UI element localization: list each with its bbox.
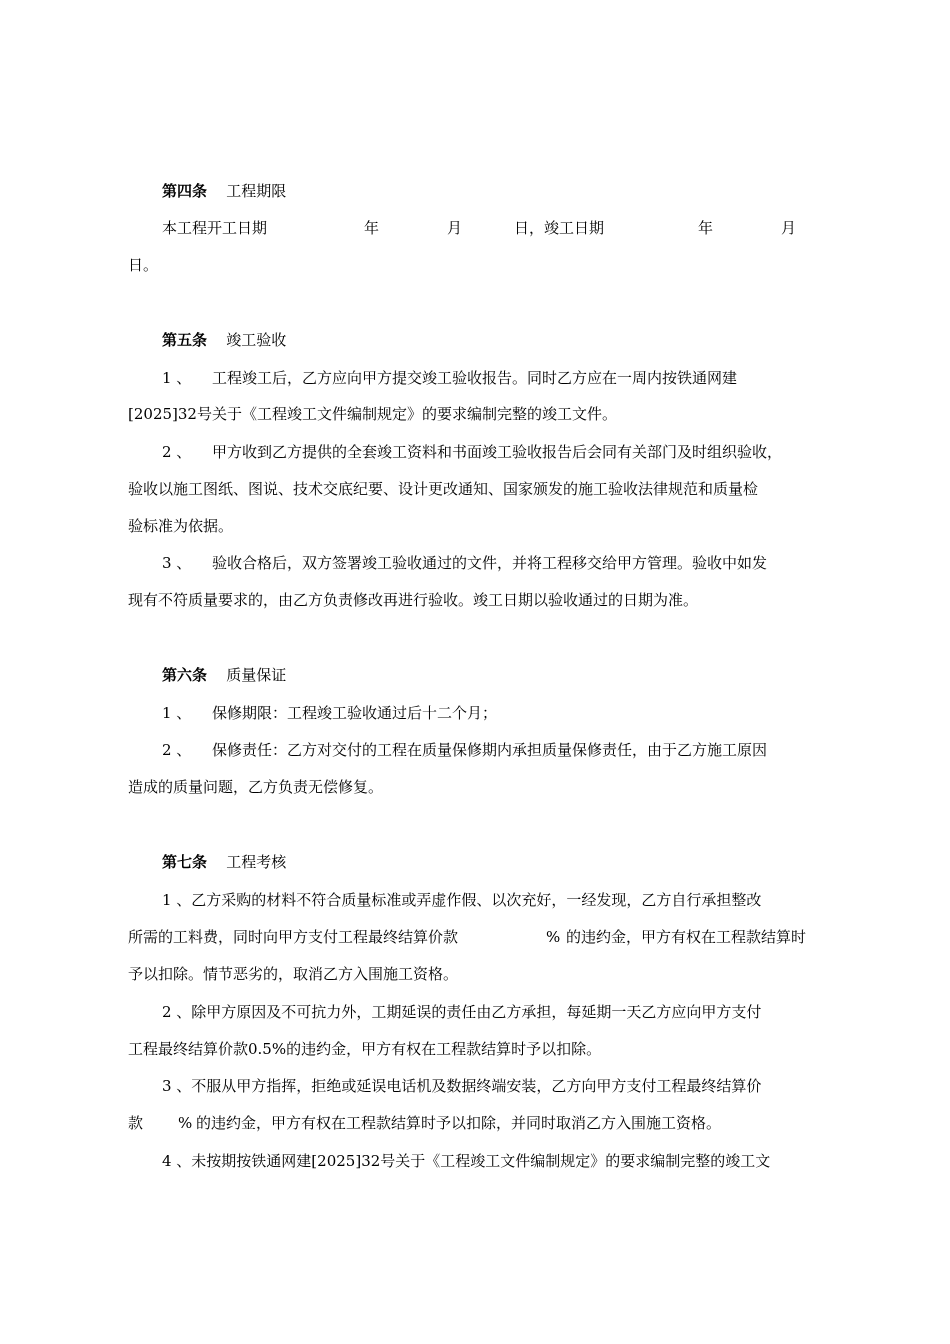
art5-item-1-line-2: [2025]32号关于《工程竣工文件编制规定》的要求编制完整的竣工文件。 — [128, 405, 617, 423]
art5-item-2-line-3: 验标准为依据。 — [128, 517, 234, 535]
article-6-title: 质量保证 — [226, 666, 287, 684]
art5-item-3-number: 3 、 — [162, 554, 192, 572]
art7-item-2-line-1: 2 、除甲方原因及不可抗力外，工期延误的责任由乙方承担，每延期一天乙方应向甲方支付 — [162, 1003, 762, 1021]
art7-item-1-line-3: 予以扣除。情节恶劣的，取消乙方入围施工资格。 — [128, 965, 459, 983]
art5-item-2-line-1: 甲方收到乙方提供的全套竣工资料和书面竣工验收报告后会同有关部门及时组织验收， — [212, 443, 783, 461]
art7-item-4-line-1: 4 、未按期按铁通网建[2025]32号关于《工程竣工文件编制规定》的要求编制完整的竣工文 — [162, 1152, 771, 1170]
art6-item-1-number: 1 、 — [162, 704, 192, 722]
art6-item-2-number: 2 、 — [162, 741, 192, 759]
art5-item-2-number: 2 、 — [162, 443, 192, 461]
art7-item-3-line-2-c: 的违约金，甲方有权在工程款结算时予以扣除，并同时取消乙方入围施工资格。 — [196, 1114, 722, 1132]
art6-item-2-line-1: 保修责任：乙方对交付的工程在质量保修期内承担质量保修责任，由于乙方施工原因 — [212, 741, 768, 759]
art5-item-2-line-2: 验收以施工图纸、图说、技术交底纪要、设计更改通知、国家颁发的施工验收法律规范和质量检 — [128, 480, 759, 498]
art6-item-2-line-2: 造成的质量问题，乙方负责无偿修复。 — [128, 778, 384, 796]
article-6-heading — [162, 665, 286, 685]
art4-month-2: 月 — [781, 219, 797, 237]
article-7-heading — [162, 852, 286, 872]
art5-item-1-line-1: 工程竣工后，乙方应向甲方提交竣工验收报告。同时乙方应在一周内按铁通网建 — [212, 369, 738, 387]
art5-item-1-number: 1 、 — [162, 369, 192, 387]
art7-item-1-percent: % — [546, 928, 561, 946]
article-4-number: 第四条 — [162, 182, 208, 200]
art6-item-1-line-1: 保修期限：工程竣工验收通过后十二个月； — [212, 704, 498, 722]
article-7-number: 第七条 — [162, 853, 208, 871]
art7-item-3-line-1: 3 、不服从甲方指挥，拒绝或延误电话机及数据终端安装，乙方向甲方支付工程最终结算价 — [162, 1077, 762, 1095]
art7-item-3-percent: % — [178, 1114, 193, 1132]
art7-item-1-line-1: 1 、乙方采购的材料不符合质量标准或弄虚作假、以次充好，一经发现，乙方自行承担整改 — [162, 891, 762, 909]
art4-year-1: 年 — [364, 219, 380, 237]
art7-item-3-line-2-a: 款 — [128, 1114, 144, 1132]
article-5-title: 竣工验收 — [226, 331, 287, 349]
art5-item-3-line-1: 验收合格后，双方签署竣工验收通过的文件，并将工程移交给甲方管理。验收中如发 — [212, 554, 768, 572]
art4-date-line-start: 本工程开工日期 — [162, 219, 268, 237]
art4-day-end: 日。 — [128, 256, 159, 274]
article-7-title: 工程考核 — [226, 853, 287, 871]
art7-item-2-line-2: 工程最终结算价款0.5%的违约金，甲方有权在工程款结算时予以扣除。 — [128, 1040, 602, 1058]
art4-day-completion: 日，竣工日期 — [514, 219, 605, 237]
art7-item-1-line-2-c: 的违约金，甲方有权在工程款结算时 — [566, 928, 807, 946]
article-5-heading — [162, 330, 286, 350]
article-6-number: 第六条 — [162, 666, 208, 684]
article-4-heading — [162, 181, 286, 201]
article-5-number: 第五条 — [162, 331, 208, 349]
article-4-title: 工程期限 — [226, 182, 287, 200]
art4-month-1: 月 — [447, 219, 463, 237]
art7-item-1-line-2-a: 所需的工料费，同时向甲方支付工程最终结算价款 — [128, 928, 459, 946]
art4-year-2: 年 — [698, 219, 714, 237]
art5-item-3-line-2: 现有不符质量要求的，由乙方负责修改再进行验收。竣工日期以验收通过的日期为准。 — [128, 591, 699, 609]
